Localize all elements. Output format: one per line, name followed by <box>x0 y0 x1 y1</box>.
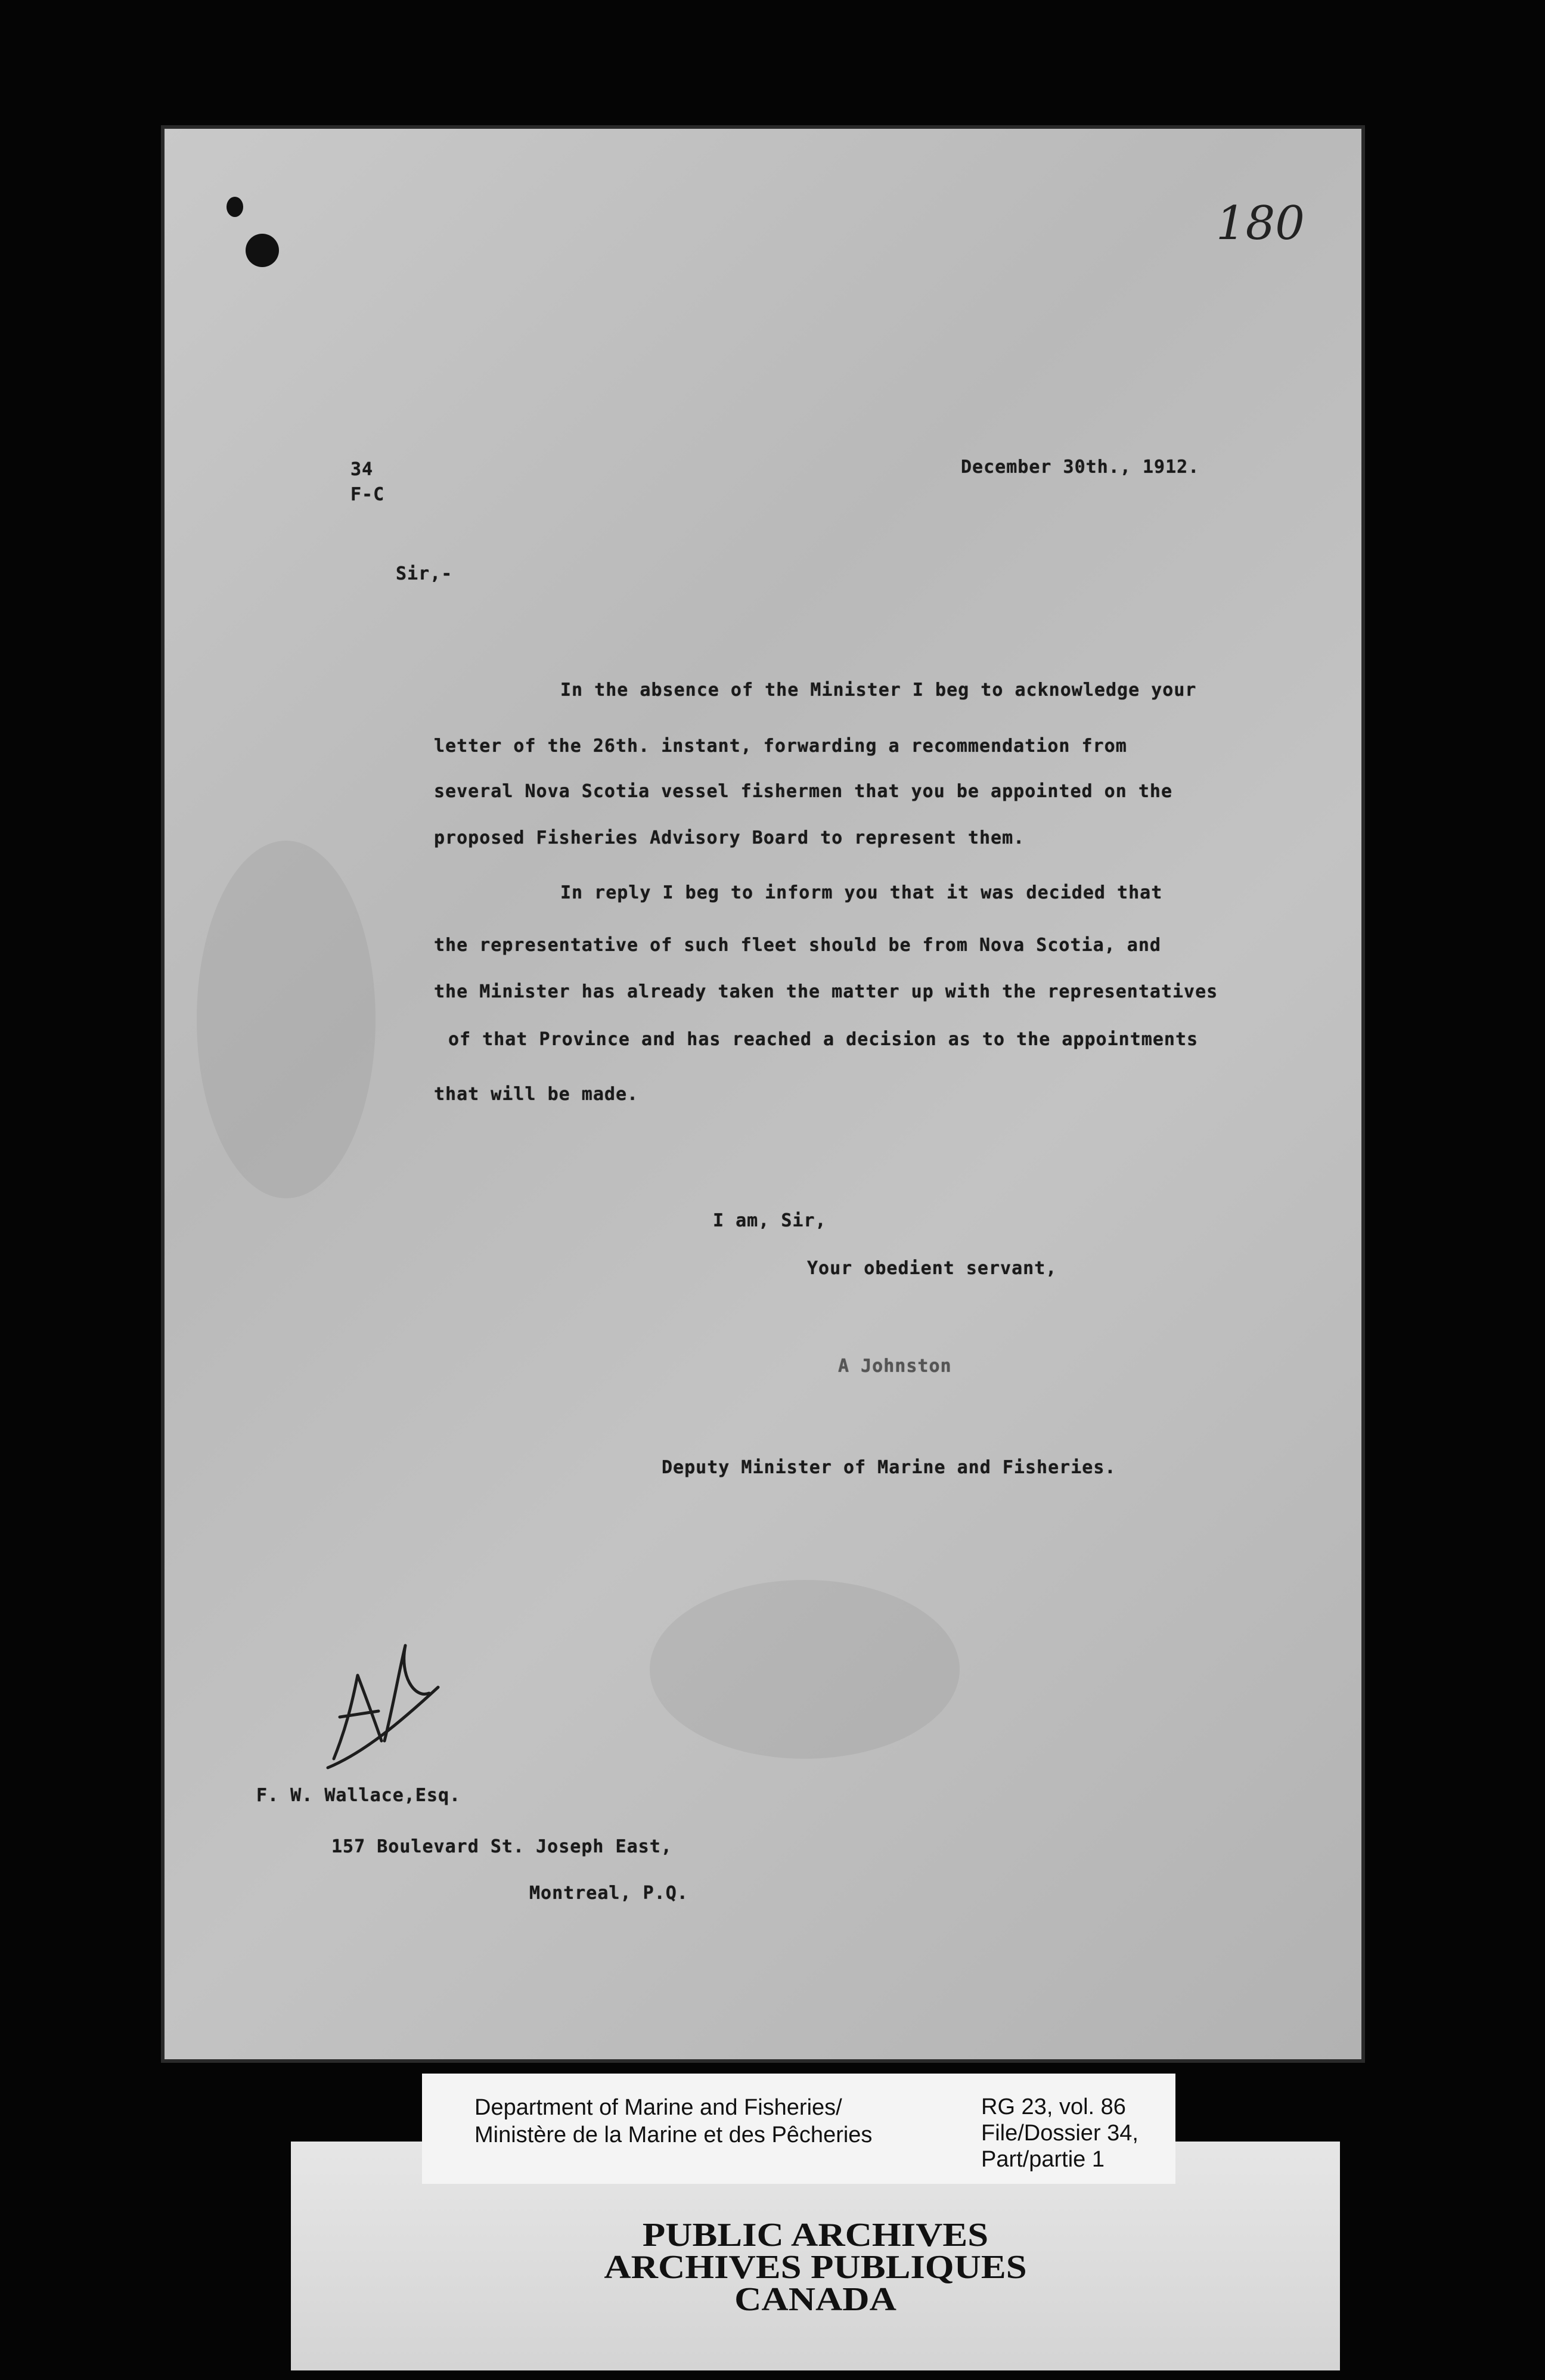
salutation: Sir,- <box>396 563 453 584</box>
signer-title: Deputy Minister of Marine and Fisheries. <box>662 1457 1116 1478</box>
ink-mark <box>227 197 243 217</box>
reference-line: Part/partie 1 <box>981 2147 1105 2172</box>
stamp-line: ARCHIVES PUBLIQUES <box>604 2249 1027 2286</box>
paragraph1-line: letter of the 26th. instant, forwarding a recommendation from <box>434 736 1127 757</box>
addressee-name: F. W. Wallace,Esq. <box>256 1785 461 1806</box>
paragraph2-line: of that Province and has reached a decision as to the appointments <box>448 1029 1199 1050</box>
handwritten-initials <box>310 1634 447 1777</box>
paragraph1-line: In the absence of the Minister I beg to acknowledge your <box>560 680 1197 701</box>
stain <box>197 841 376 1198</box>
stamp-line: PUBLIC ARCHIVES <box>642 2217 989 2254</box>
stain <box>650 1580 960 1759</box>
file-ref-code: F-C <box>350 484 385 505</box>
paragraph2-line: the representative of such fleet should be from Nova Scotia, and <box>434 935 1161 956</box>
signer-name: A Johnston <box>838 1356 952 1377</box>
paragraph1-line: several Nova Scotia vessel fishermen that you be appointed on the <box>434 781 1172 802</box>
department-en: Department of Marine and Fisheries/ <box>474 2095 842 2120</box>
addressee-street: 157 Boulevard St. Joseph East, <box>331 1836 672 1857</box>
closing-line: I am, Sir, <box>713 1210 827 1231</box>
addressee-city: Montreal, P.Q. <box>529 1883 688 1904</box>
stamp-line: CANADA <box>734 2281 896 2318</box>
reference-line: File/Dossier 34, <box>981 2121 1138 2146</box>
paragraph2-line: In reply I beg to inform you that it was decided that <box>560 882 1163 903</box>
archive-label <box>422 2074 1175 2184</box>
paragraph2-line: the Minister has already taken the matter up with the representatives <box>434 981 1218 1002</box>
page-number: 180 <box>1216 197 1305 250</box>
reference-line: RG 23, vol. 86 <box>981 2094 1126 2119</box>
file-ref-number: 34 <box>350 459 374 480</box>
closing-line: Your obedient servant, <box>807 1258 1057 1279</box>
punch-hole <box>246 234 279 267</box>
letter-date: December 30th., 1912. <box>961 457 1200 478</box>
paragraph2-line: that will be made. <box>434 1084 639 1105</box>
department-fr: Ministère de la Marine et des Pêcheries <box>474 2122 873 2147</box>
paragraph1-line: proposed Fisheries Advisory Board to represent them. <box>434 828 1025 848</box>
